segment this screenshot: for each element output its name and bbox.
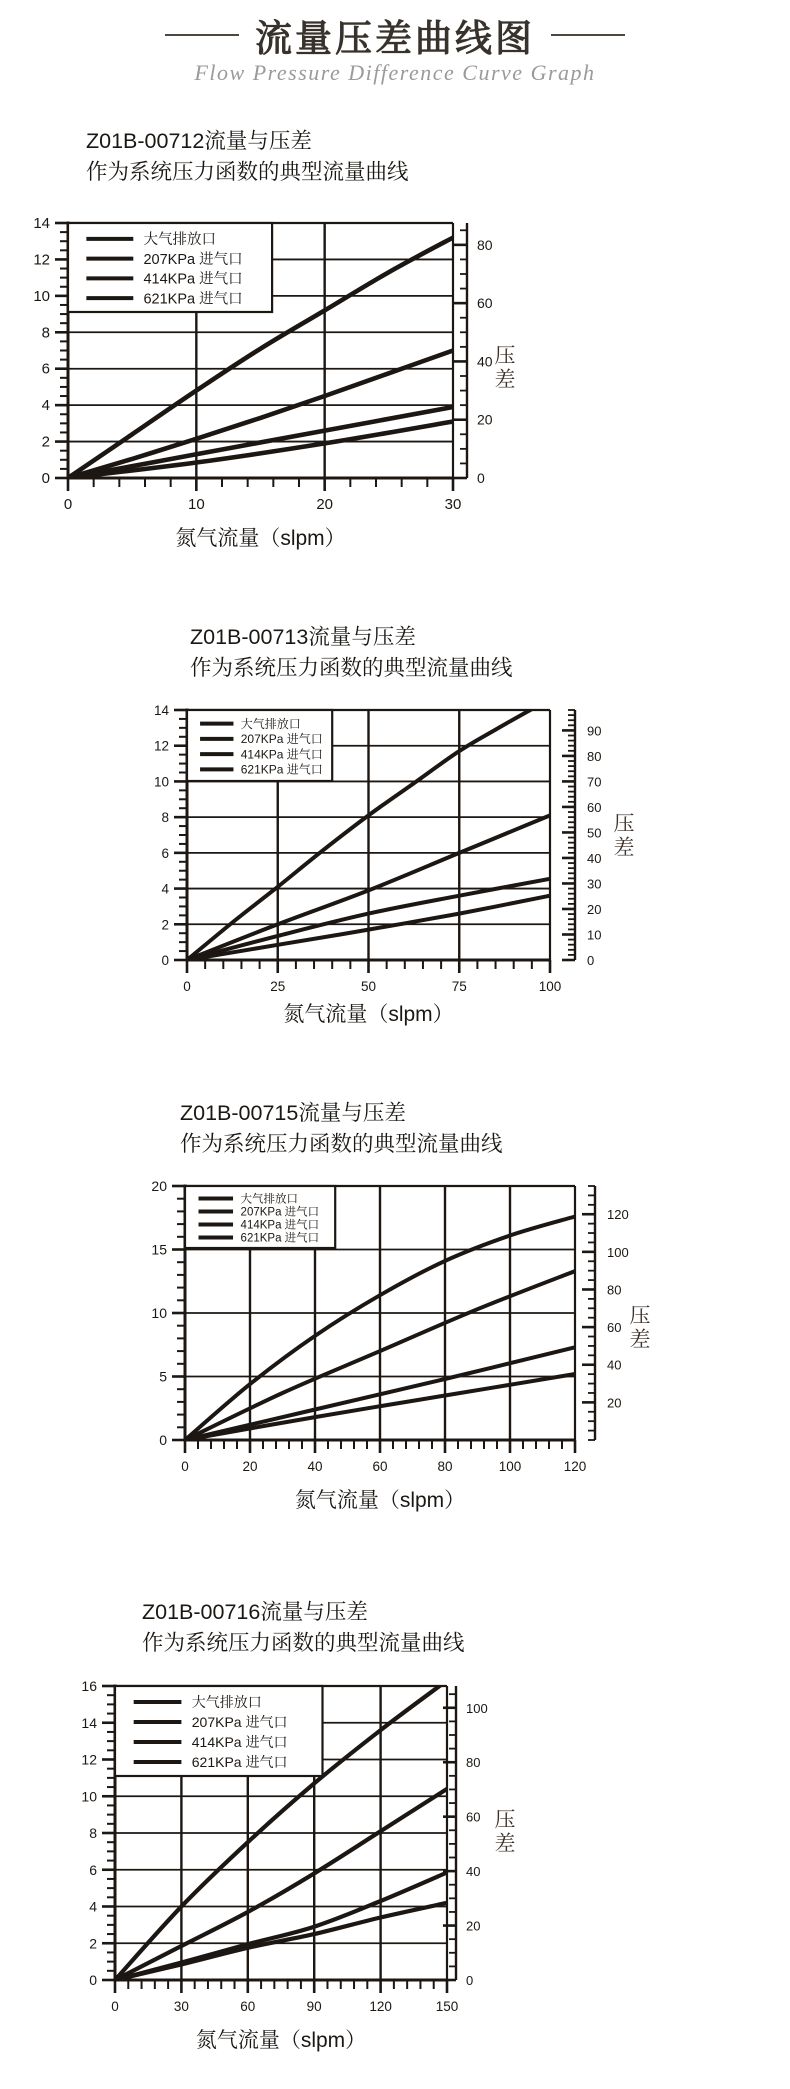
chart-1-graphic bbox=[33, 215, 492, 513]
svg-text:60: 60 bbox=[607, 1320, 622, 1336]
chart-3-x-axis-title: 氮气流量（slpm） bbox=[294, 1489, 466, 1512]
svg-text:414KPa 进气口: 414KPa 进气口 bbox=[143, 271, 243, 288]
svg-text:6: 6 bbox=[41, 360, 50, 378]
svg-text:20: 20 bbox=[466, 1918, 481, 1934]
chart-3-pressure-diff-label: 压差 bbox=[627, 1304, 650, 1352]
svg-text:25: 25 bbox=[270, 979, 286, 994]
svg-text:150: 150 bbox=[435, 1999, 459, 2014]
svg-text:80: 80 bbox=[587, 748, 602, 764]
curve-series-2 bbox=[68, 351, 453, 479]
svg-text:0: 0 bbox=[63, 496, 73, 513]
svg-text:0: 0 bbox=[161, 953, 169, 968]
svg-text:5: 5 bbox=[159, 1368, 167, 1385]
svg-text:大气排放口: 大气排放口 bbox=[143, 232, 216, 249]
chart-3-title-line1: Z01B-00715流量与压差 bbox=[180, 1101, 406, 1125]
chart-4-graphic bbox=[81, 1678, 487, 2014]
svg-text:90: 90 bbox=[587, 723, 602, 739]
chart-2-title-line2: 作为系统压力函数的典型流量曲线 bbox=[190, 656, 513, 680]
svg-text:60: 60 bbox=[477, 295, 493, 312]
chart-4-x-axis-title: 氮气流量（slpm） bbox=[195, 2029, 367, 2052]
svg-text:10: 10 bbox=[187, 496, 205, 513]
svg-text:14: 14 bbox=[81, 1714, 97, 1731]
svg-text:30: 30 bbox=[587, 876, 602, 892]
svg-text:12: 12 bbox=[81, 1751, 97, 1768]
svg-text:80: 80 bbox=[437, 1459, 453, 1474]
chart-2-x-axis-title: 氮气流量（slpm） bbox=[283, 1003, 454, 1026]
svg-text:40: 40 bbox=[587, 850, 602, 866]
svg-text:100: 100 bbox=[466, 1700, 488, 1716]
chart-4-title-line1: Z01B-00716流量与压差 bbox=[142, 1600, 368, 1624]
svg-text:100: 100 bbox=[538, 979, 562, 994]
svg-text:100: 100 bbox=[607, 1244, 629, 1260]
svg-text:100: 100 bbox=[498, 1459, 522, 1474]
svg-text:621KPa 进气口: 621KPa 进气口 bbox=[240, 1232, 320, 1245]
svg-text:40: 40 bbox=[607, 1357, 622, 1373]
chart-1-pressure-diff-label: 压差 bbox=[492, 344, 515, 392]
chart-4-pressure-diff-label: 压差 bbox=[492, 1808, 515, 1856]
svg-text:0: 0 bbox=[111, 1999, 119, 2014]
svg-text:40: 40 bbox=[477, 353, 493, 370]
svg-text:大气排放口: 大气排放口 bbox=[240, 716, 301, 731]
svg-text:8: 8 bbox=[89, 1825, 97, 1841]
svg-text:80: 80 bbox=[477, 236, 493, 253]
svg-text:207KPa 进气口: 207KPa 进气口 bbox=[191, 1714, 288, 1731]
svg-text:10: 10 bbox=[81, 1788, 97, 1805]
chart-1-x-axis-title: 氮气流量（slpm） bbox=[175, 527, 346, 550]
svg-text:20: 20 bbox=[607, 1395, 622, 1411]
svg-text:120: 120 bbox=[563, 1459, 587, 1474]
svg-text:414KPa 进气口: 414KPa 进气口 bbox=[240, 747, 323, 762]
curve-series-4 bbox=[68, 422, 453, 479]
chart-2-graphic bbox=[154, 703, 602, 994]
svg-text:20: 20 bbox=[151, 1178, 167, 1194]
svg-text:10: 10 bbox=[33, 287, 50, 305]
chart-3-graphic bbox=[151, 1178, 628, 1474]
svg-text:20: 20 bbox=[477, 411, 493, 428]
svg-text:40: 40 bbox=[307, 1459, 323, 1474]
svg-text:15: 15 bbox=[151, 1241, 167, 1258]
chart-4-title-line2: 作为系统压力函数的典型流量曲线 bbox=[142, 1631, 465, 1655]
svg-text:50: 50 bbox=[587, 825, 602, 841]
svg-text:414KPa 进气口: 414KPa 进气口 bbox=[240, 1219, 320, 1232]
svg-text:10: 10 bbox=[153, 774, 169, 790]
svg-text:80: 80 bbox=[466, 1755, 481, 1771]
svg-text:16: 16 bbox=[81, 1678, 97, 1694]
svg-text:60: 60 bbox=[372, 1459, 388, 1474]
svg-text:6: 6 bbox=[161, 845, 169, 861]
svg-text:0: 0 bbox=[159, 1432, 167, 1448]
chart-1-title-line1: Z01B-00712流量与压差 bbox=[86, 129, 312, 153]
chart-3-title bbox=[180, 1098, 503, 1160]
svg-text:4: 4 bbox=[161, 881, 169, 897]
svg-text:20: 20 bbox=[316, 496, 334, 513]
svg-text:20: 20 bbox=[587, 901, 602, 917]
svg-text:60: 60 bbox=[587, 799, 602, 815]
svg-text:14: 14 bbox=[153, 703, 169, 718]
svg-text:12: 12 bbox=[153, 738, 169, 754]
chart-2-title bbox=[190, 622, 513, 684]
svg-text:207KPa 进气口: 207KPa 进气口 bbox=[143, 251, 243, 268]
svg-text:90: 90 bbox=[306, 1999, 322, 2014]
svg-text:10: 10 bbox=[151, 1305, 167, 1321]
svg-text:60: 60 bbox=[240, 1999, 256, 2014]
svg-text:60: 60 bbox=[466, 1809, 481, 1825]
chart-1-title bbox=[86, 126, 409, 188]
svg-text:0: 0 bbox=[41, 470, 50, 487]
svg-text:2: 2 bbox=[89, 1935, 97, 1952]
svg-text:0: 0 bbox=[466, 1973, 474, 1988]
svg-text:0: 0 bbox=[89, 1972, 97, 1988]
chart-3-title-line2: 作为系统压力函数的典型流量曲线 bbox=[180, 1132, 503, 1156]
svg-text:0: 0 bbox=[181, 1459, 189, 1474]
chart-2-title-line1: Z01B-00713流量与压差 bbox=[190, 625, 416, 649]
svg-text:70: 70 bbox=[587, 774, 602, 790]
svg-text:20: 20 bbox=[242, 1459, 258, 1474]
svg-text:30: 30 bbox=[173, 1999, 189, 2014]
svg-text:120: 120 bbox=[369, 1999, 392, 2014]
svg-text:621KPa 进气口: 621KPa 进气口 bbox=[191, 1754, 288, 1771]
svg-text:414KPa 进气口: 414KPa 进气口 bbox=[191, 1734, 288, 1751]
svg-text:8: 8 bbox=[161, 810, 169, 826]
curve-series-4 bbox=[115, 1903, 447, 1980]
svg-text:10: 10 bbox=[587, 927, 602, 943]
svg-text:40: 40 bbox=[466, 1864, 481, 1880]
svg-text:大气排放口: 大气排放口 bbox=[240, 1193, 299, 1206]
svg-text:4: 4 bbox=[41, 397, 50, 415]
svg-text:2: 2 bbox=[41, 433, 50, 451]
svg-text:621KPa 进气口: 621KPa 进气口 bbox=[240, 762, 323, 777]
svg-text:50: 50 bbox=[360, 979, 377, 994]
svg-text:0: 0 bbox=[183, 979, 191, 994]
svg-text:0: 0 bbox=[587, 953, 595, 968]
page-subtitle: Flow Pressure Difference Curve Graph bbox=[194, 60, 596, 85]
curve-series-2 bbox=[115, 1789, 447, 1980]
chart-2-pressure-diff-label: 压差 bbox=[611, 812, 634, 860]
svg-text:30: 30 bbox=[444, 496, 462, 513]
svg-text:621KPa 进气口: 621KPa 进气口 bbox=[143, 291, 243, 308]
svg-text:207KPa 进气口: 207KPa 进气口 bbox=[240, 1206, 320, 1219]
svg-text:0: 0 bbox=[477, 470, 485, 486]
page-title: 流量压差曲线图 bbox=[255, 18, 535, 59]
svg-text:12: 12 bbox=[33, 251, 50, 269]
svg-text:75: 75 bbox=[451, 979, 467, 994]
svg-text:4: 4 bbox=[89, 1898, 97, 1915]
svg-text:120: 120 bbox=[607, 1207, 629, 1223]
chart-1-title-line2: 作为系统压力函数的典型流量曲线 bbox=[86, 160, 409, 184]
chart-4-title bbox=[142, 1597, 465, 1659]
svg-text:大气排放口: 大气排放口 bbox=[191, 1694, 262, 1711]
svg-text:207KPa 进气口: 207KPa 进气口 bbox=[240, 732, 323, 747]
svg-text:2: 2 bbox=[161, 917, 169, 933]
svg-text:8: 8 bbox=[41, 324, 50, 342]
svg-text:14: 14 bbox=[33, 215, 50, 232]
svg-text:6: 6 bbox=[89, 1861, 97, 1878]
svg-text:80: 80 bbox=[607, 1282, 622, 1298]
